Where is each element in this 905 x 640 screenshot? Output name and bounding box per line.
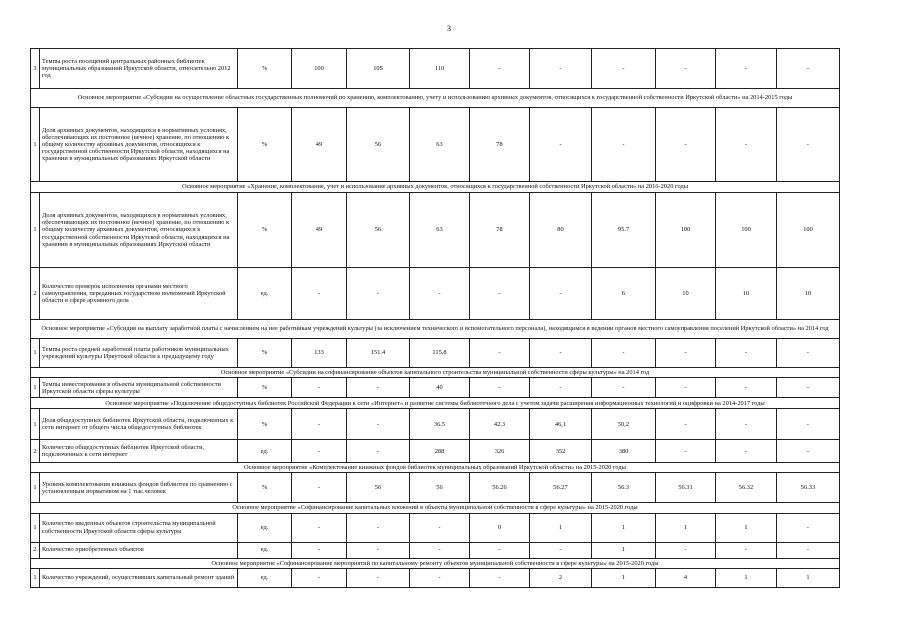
value-cell: 380	[592, 440, 656, 463]
section-header-row	[31, 368, 840, 378]
value-cell: -	[716, 378, 777, 398]
section-header-row	[31, 503, 840, 513]
indicator-row	[31, 268, 840, 320]
unit-cell: ед.	[238, 542, 292, 558]
section-title: Основное мероприятие «Софинансирование капитальных вложений в объекты муниципальной собственности в сфере культуры» на 2015-2020 годы	[31, 503, 840, 513]
value-cell: 1	[530, 513, 592, 542]
value-cell: -	[470, 378, 530, 398]
value-cell: 10	[777, 268, 840, 320]
value-cell: 36.5	[410, 409, 470, 440]
indicator-row	[31, 49, 840, 89]
indicator-name: Количество общедоступных библиотек Иркутской области, подключенных к сети интернет	[40, 440, 238, 463]
value-cell: 10	[716, 268, 777, 320]
value-cell: -	[656, 108, 716, 182]
section-title: Основное мероприятие «Софинансирование мероприятий по капитальному ремонту объектов муниципальной собственности в сфере культуры» на 2015-2020 годы	[31, 558, 840, 568]
value-cell: 100	[292, 49, 347, 89]
value-cell: -	[777, 108, 840, 182]
value-cell: 115.8	[410, 339, 470, 368]
unit-cell: %	[238, 193, 292, 268]
value-cell: 1	[592, 568, 656, 587]
value-cell: -	[592, 339, 656, 368]
value-cell: -	[530, 542, 592, 558]
row-number: 2	[31, 440, 40, 463]
row-number: 3	[31, 49, 40, 89]
value-cell: -	[470, 49, 530, 89]
indicators-table	[30, 48, 840, 588]
value-cell: -	[347, 378, 410, 398]
section-header-row	[31, 182, 840, 193]
value-cell: 0	[470, 513, 530, 542]
value-cell: -	[470, 339, 530, 368]
row-number: 1	[31, 513, 40, 542]
value-cell: 46,1	[530, 409, 592, 440]
indicator-name: Темпы роста посещений центральных районных библиотек муниципальных образований Иркутской области, относительно 2012 год	[40, 49, 238, 89]
value-cell: 56	[347, 193, 410, 268]
value-cell: 1	[592, 513, 656, 542]
value-cell: -	[530, 378, 592, 398]
value-cell: 105	[347, 49, 410, 89]
unit-cell: %	[238, 378, 292, 398]
row-number: 1	[31, 409, 40, 440]
value-cell: -	[470, 542, 530, 558]
indicator-name: Количество приобретенных объектов	[40, 542, 238, 558]
value-cell: -	[292, 440, 347, 463]
value-cell: 151.4	[347, 339, 410, 368]
section-title: Основное мероприятие «Субсидии на софинансирование объектов капитального строительства муниципальной собственности сферы культуры» на 2014 год	[31, 368, 840, 378]
value-cell: 56.26	[470, 473, 530, 503]
value-cell: 80	[530, 193, 592, 268]
section-title: Основное мероприятие «Подключение общедоступных библиотек Российской Федерации к сети «Интернет» и развитие системы библиотечного дела с учетом задачи расширения информационных технологий и оцифровки на 2014-2017 годы	[31, 398, 840, 409]
value-cell: -	[410, 542, 470, 558]
value-cell: -	[592, 108, 656, 182]
value-cell: -	[592, 378, 656, 398]
section-header-row	[31, 320, 840, 339]
value-cell: 352	[530, 440, 592, 463]
value-cell: -	[716, 339, 777, 368]
value-cell: -	[656, 49, 716, 89]
unit-cell: ед.	[238, 440, 292, 463]
value-cell: 4	[656, 568, 716, 587]
unit-cell: %	[238, 339, 292, 368]
indicator-name: Уровень комплектования книжных фондов библиотек по сравнению с установленным нормативом на 1 тыс.человек	[40, 473, 238, 503]
value-cell: 1	[716, 513, 777, 542]
value-cell: 56.27	[530, 473, 592, 503]
value-cell: 49	[292, 108, 347, 182]
value-cell: -	[410, 268, 470, 320]
value-cell: 100	[656, 193, 716, 268]
value-cell: 78	[470, 108, 530, 182]
row-number: 2.	[31, 542, 40, 558]
value-cell: -	[292, 473, 347, 503]
value-cell: -	[656, 339, 716, 368]
value-cell: -	[716, 108, 777, 182]
value-cell: 56.32	[716, 473, 777, 503]
value-cell: 1	[777, 568, 840, 587]
indicator-name: Доля архивных документов, находящихся в нормативных условиях, обеспечивающих их постоянное (вечное) хранение, по отношению к общему количеству архивных документов, относящихся к государственной собственности Иркутской области, находящихся на хранении в муниципальных образованиях Иркутской области	[40, 193, 238, 268]
value-cell: 56	[347, 108, 410, 182]
value-cell: -	[530, 339, 592, 368]
indicator-name: Количество введенных объектов строительства муниципальной собственности Иркутской области сферы культуры	[40, 513, 238, 542]
section-title: Основное мероприятие «Субсидия на выплату заработной платы с начислением на нее работникам учреждений культуры (за исключением технического и вспомогательного персонала), находящимся в ведении органов местного самоуправления поселений Иркутской области» на 2014 год	[31, 320, 840, 339]
value-cell: -	[292, 513, 347, 542]
value-cell: 56	[347, 473, 410, 503]
row-number: 1	[31, 193, 40, 268]
value-cell: 49	[292, 193, 347, 268]
value-cell: -	[347, 542, 410, 558]
value-cell: -	[777, 542, 840, 558]
value-cell: 1	[656, 513, 716, 542]
value-cell: -	[410, 513, 470, 542]
unit-cell: %	[238, 49, 292, 89]
value-cell: 110	[410, 49, 470, 89]
indicator-row	[31, 108, 840, 182]
value-cell: -	[777, 339, 840, 368]
value-cell: 42.3	[470, 409, 530, 440]
value-cell: -	[347, 268, 410, 320]
section-header-row	[31, 89, 840, 108]
unit-cell: %	[238, 409, 292, 440]
value-cell: 100	[716, 193, 777, 268]
value-cell: -	[292, 568, 347, 587]
value-cell: -	[292, 542, 347, 558]
indicator-row	[31, 193, 840, 268]
unit-cell: ед.	[238, 513, 292, 542]
value-cell: -	[530, 268, 592, 320]
indicator-row	[31, 440, 840, 463]
indicator-row	[31, 568, 840, 587]
indicator-name: Темпы инвестирования в объекты муниципальной собственности Иркутской области сферы культуры	[40, 378, 238, 398]
indicator-row	[31, 378, 840, 398]
value-cell: 10	[656, 268, 716, 320]
indicator-name: Количество учреждений, осуществивших капитальный ремонт зданий	[40, 568, 238, 587]
value-cell: -	[530, 108, 592, 182]
value-cell: -	[656, 440, 716, 463]
value-cell: -	[777, 49, 840, 89]
value-cell: -	[716, 542, 777, 558]
page-number: 3	[447, 24, 451, 33]
value-cell: -	[777, 378, 840, 398]
section-header-row	[31, 463, 840, 473]
unit-cell: ед.	[238, 568, 292, 587]
value-cell: -	[777, 513, 840, 542]
value-cell: 2	[530, 568, 592, 587]
value-cell: -	[716, 409, 777, 440]
section-title: Основное мероприятие «Субсидии на осуществление областных государственных полномочий по хранению, комплектованию, учету и использованию архивных документов, относящихся к государственной собственности Иркутской области» на 2014-2015 годы	[31, 89, 840, 108]
row-number: 1	[31, 108, 40, 182]
row-number: 1	[31, 378, 40, 398]
row-number: 1	[31, 339, 40, 368]
value-cell: -	[656, 378, 716, 398]
value-cell: 133	[292, 339, 347, 368]
value-cell: -	[292, 409, 347, 440]
section-header-row	[31, 398, 840, 409]
value-cell: 78	[470, 193, 530, 268]
value-cell: -	[530, 49, 592, 89]
indicator-name: Доля архивных документов, находящихся в нормативных условиях, обеспечивающих их постоянное (вечное) хранение, по отношению к общему количеству архивных документов, относящихся к государственной собственности Иркутской области, находящихся на хранении в муниципальных образованиях Иркутской области	[40, 108, 238, 182]
value-cell: -	[292, 378, 347, 398]
indicator-row	[31, 513, 840, 542]
value-cell: 63	[410, 108, 470, 182]
indicator-name: Доля общедоступных библиотек Иркутской области, подключенных к сети интернет от общего числа общедоступных библиотек	[40, 409, 238, 440]
value-cell: -	[470, 568, 530, 587]
value-cell: -	[347, 440, 410, 463]
value-cell: 56.33	[777, 473, 840, 503]
value-cell: -	[347, 409, 410, 440]
indicator-name: Количество проверок исполнения органами местного самоуправления, переданных государством полномочий Иркутской области в сфере архивного дела	[40, 268, 238, 320]
indicator-row	[31, 542, 840, 558]
section-title: Основное мероприятие «Комплектование книжных фондов библиотек муниципальных образований Иркутской области» на 2015-2020 годы	[31, 463, 840, 473]
value-cell: -	[592, 49, 656, 89]
value-cell: 326	[470, 440, 530, 463]
indicator-row	[31, 473, 840, 503]
value-cell: -	[656, 542, 716, 558]
value-cell: -	[470, 268, 530, 320]
row-number: 2	[31, 268, 40, 320]
value-cell: 56	[410, 473, 470, 503]
value-cell: 95.7	[592, 193, 656, 268]
indicator-row	[31, 339, 840, 368]
section-header-row	[31, 558, 840, 568]
row-number: 1	[31, 568, 40, 587]
value-cell: -	[777, 409, 840, 440]
value-cell: 40	[410, 378, 470, 398]
value-cell: 100	[777, 193, 840, 268]
value-cell: -	[292, 268, 347, 320]
value-cell: 1	[716, 568, 777, 587]
value-cell: -	[347, 568, 410, 587]
value-cell: 6	[592, 268, 656, 320]
value-cell: 288	[410, 440, 470, 463]
indicator-row	[31, 409, 840, 440]
unit-cell: %	[238, 108, 292, 182]
value-cell: -	[410, 568, 470, 587]
value-cell: -	[777, 440, 840, 463]
unit-cell: %	[238, 473, 292, 503]
value-cell: 56.31	[656, 473, 716, 503]
value-cell: 56.3	[592, 473, 656, 503]
value-cell: 1	[592, 542, 656, 558]
value-cell: -	[716, 49, 777, 89]
value-cell: 50,2	[592, 409, 656, 440]
row-number: 1	[31, 473, 40, 503]
value-cell: 63	[410, 193, 470, 268]
value-cell: -	[347, 513, 410, 542]
unit-cell: ед.	[238, 268, 292, 320]
value-cell: -	[716, 440, 777, 463]
value-cell: -	[656, 409, 716, 440]
indicator-name: Темпы роста средней заработной платы работников муниципальных учреждений культуры Иркутской области к предыдущему году	[40, 339, 238, 368]
section-title: Основное мероприятие «Хранение, комплектование, учет и использование архивных документов, относящихся к государственной собственности Иркутской области» на 2016-2020 годы	[31, 182, 840, 193]
